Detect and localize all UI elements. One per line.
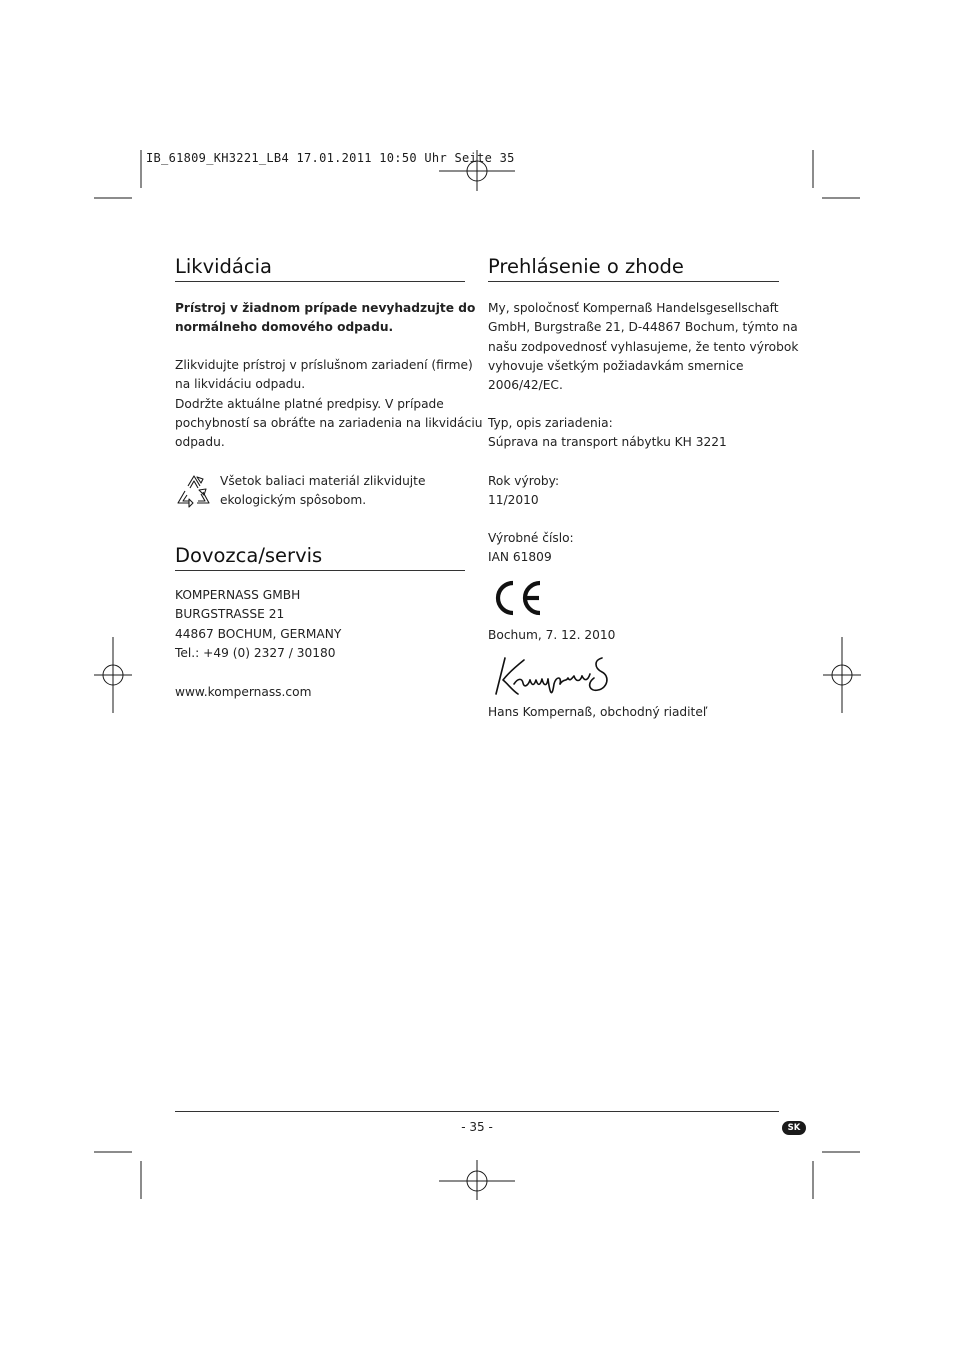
importer-heading-rule xyxy=(175,570,465,571)
disposal-heading-rule xyxy=(175,281,465,282)
importer-heading: Dovozca/servis xyxy=(175,544,323,567)
recycle-note: Všetok baliaci materiál zlikvidujte ekologickým spôsobom. xyxy=(220,474,426,508)
page-number: - 35 - xyxy=(461,1120,493,1134)
signature xyxy=(490,654,616,698)
print-slug: IB_61809_KH3221_LB4 17.01.2011 10:50 Uhr Seite 35 xyxy=(146,151,515,165)
declaration-date: Bochum, 7. 12. 2010 xyxy=(488,628,616,642)
recycle-icon xyxy=(175,473,213,509)
ce-mark-icon xyxy=(489,579,545,617)
conformity-intro: My, spoločnosť Kompernaß Handelsgesellschaft GmbH, Burgstraße 21, D-44867 Bochum, týmto na našu zodpovednosť vyhlasujeme, že tento výrobok vyhovuje všetkým požiadavkám smernice 2006/42/EC. xyxy=(488,301,799,393)
serial-number: Výrobné číslo: IAN 61809 xyxy=(488,531,574,565)
device-type: Typ, opis zariadenia: Súprava na transport nábytku KH 3221 xyxy=(488,416,727,450)
production-year: Rok výroby: 11/2010 xyxy=(488,474,560,508)
disposal-instructions: Zlikvidujte prístroj v príslušnom zariadení (firme) na likvidáciu odpadu. Dodržte aktuálne platné predpisy. V prípade pochybností sa obráťte na zariadenia na likvidáciu odpadu. xyxy=(175,358,483,450)
conformity-heading-rule xyxy=(488,281,779,282)
importer-address: KOMPERNASS GMBH BURGSTRASSE 21 44867 BOCHUM, GERMANY Tel.: +49 (0) 2327 / 30180 xyxy=(175,588,342,660)
language-badge: SK xyxy=(782,1121,806,1135)
footer-rule xyxy=(175,1111,779,1112)
disposal-warning: Prístroj v žiadnom prípade nevyhadzujte do normálneho domového odpadu. xyxy=(175,301,476,335)
conformity-heading: Prehlásenie o zhode xyxy=(488,255,684,278)
importer-website: www.kompernass.com xyxy=(175,685,312,699)
disposal-heading: Likvidácia xyxy=(175,255,272,278)
signatory-name: Hans Kompernaß, obchodný riaditeľ xyxy=(488,705,708,719)
